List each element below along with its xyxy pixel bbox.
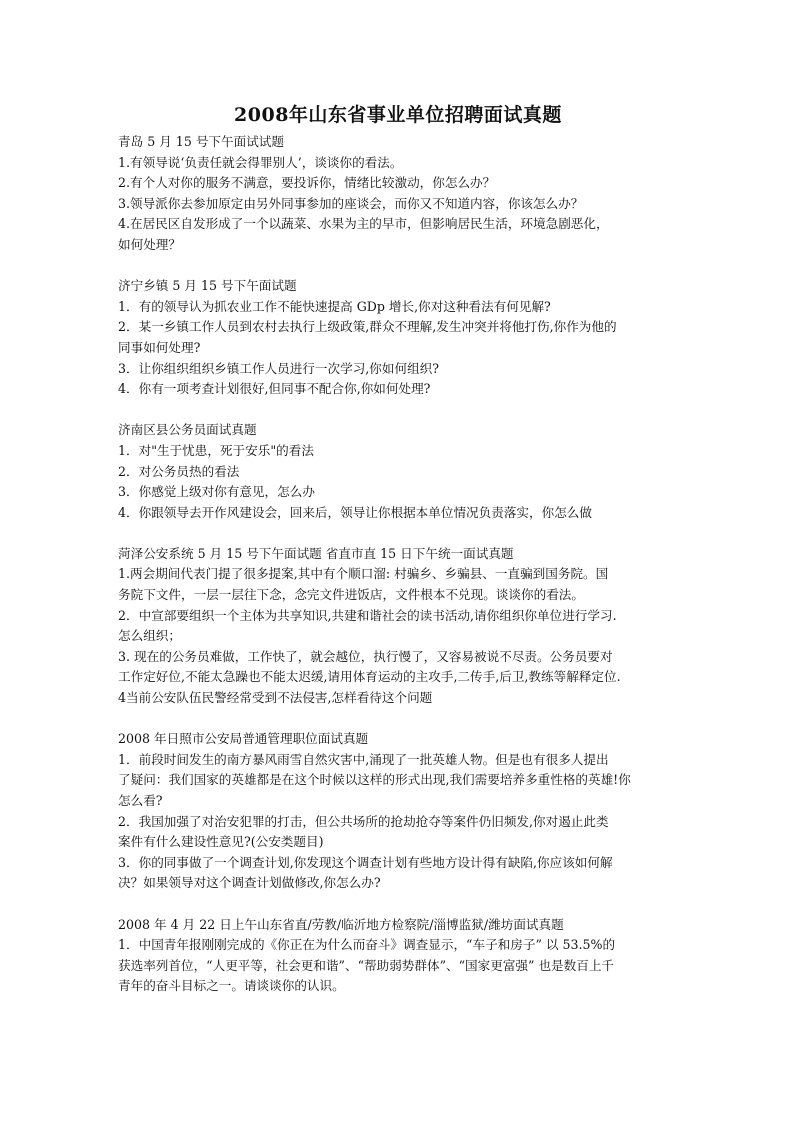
question-section	[118, 544, 678, 709]
question-line: 1．有的领导认为抓农业工作不能快速提高 GDp 增长,你对这种看法有何见解?	[118, 298, 551, 314]
question-line: 1．中国青年报刚刚完成的《你正在为什么而奋斗》调查显示，“车子和房子” 以 53.5%的	[118, 937, 616, 953]
section-heading: 青岛 5 月 15 号下午面试试题	[118, 134, 284, 149]
section-heading: 菏泽公安系统 5 月 15 号下午面试题 省直市直 15 日下午统一面试真题	[118, 545, 514, 561]
question-line: 4．你跟领导去开作风建设会，回来后，领导让你根据本单位情况负责落实，你怎么做	[118, 504, 592, 520]
question-line: 了疑问：我们国家的英雄都是在这个时候以这样的形式出现,我们需要培养多重性格的英雄!你	[118, 772, 631, 788]
question-section	[118, 276, 678, 400]
question-line: 1．对"生于忧患，死于安乐"的看法	[118, 442, 314, 458]
question-line: 2．某一乡镇工作人员到农村去执行上级政策,群众不理解,发生冲突并将他打伤,你作为他的	[118, 319, 617, 335]
question-line: 2．中宣部要组织一个主体为共享知识,共建和谐社会的读书活动,请你组织你单位进行学习.	[118, 607, 617, 623]
section-spacer	[118, 400, 678, 421]
question-line: 4．你有一项考查计划很好,但同事不配合你,你如何处理?	[118, 381, 431, 397]
section-heading: 2008 年 4 月 22 日上午山东省直/劳教/临沂地方检察院/淄博监狱/潍坊面试真题	[118, 916, 564, 932]
document-page	[118, 102, 678, 997]
question-line: 获选率列首位，“人更平等，社会更和谐”、“帮助弱势群体”、“国家更富强” 也是数百上千	[118, 957, 615, 973]
question-line: 工作定好位,不能太急躁也不能太迟缓,请用体育运动的主攻手,二传手,后卫,教练等解释定位.	[118, 669, 621, 685]
section-heading: 济南区县公务员面试真题	[118, 422, 257, 438]
question-line: 1.有领导说‘负责任就会得罪别人’，谈谈你的看法。	[118, 154, 403, 170]
question-section	[118, 915, 678, 997]
section-spacer	[118, 523, 678, 544]
question-line: 青年的奋斗目标之一。请谈谈你的认识。	[118, 978, 345, 994]
question-line: 3．你感觉上级对你有意见，怎么办	[118, 484, 315, 500]
question-line: 怎么组织；	[118, 628, 181, 644]
question-section	[118, 132, 678, 256]
sections-container	[118, 132, 678, 997]
question-line: 4.在居民区自发形成了一个以蔬菜、水果为主的早市，但影响居民生活，环境急剧恶化，	[118, 216, 609, 232]
question-section	[118, 729, 678, 894]
question-line: 3．让你组织组织乡镇工作人员进行一次学习,你如何组织?	[118, 360, 440, 376]
question-line: 1.两会期间代表门提了很多提案,其中有个顺口溜: 村骗乡、乡骗县、一直骗到国务院。国	[118, 566, 609, 582]
question-line: 怎么看?	[118, 793, 163, 808]
question-line: 决？如果领导对这个调查计划做修改,你怎么办?	[118, 875, 381, 891]
question-line: 3．你的同事做了一个调查计划,你发现这个调查计划有些地方设计得有缺陷,你应该如何解	[118, 854, 613, 870]
question-line: 2.有个人对你的服务不满意，要投诉你，情绪比较激动，你怎么办？	[118, 175, 496, 191]
section-spacer	[118, 894, 678, 915]
section-spacer	[118, 256, 678, 277]
question-line: 3.领导派你去参加原定由另外同事参加的座谈会，而你又不知道内容，你该怎么办？	[118, 195, 584, 211]
section-heading: 2008 年日照市公安局普通管理职位面试真题	[118, 731, 369, 747]
question-line: 案件有什么建设性意见?(公安类题目)	[118, 834, 324, 850]
question-line: 如何处理？	[118, 236, 181, 252]
question-section	[118, 420, 678, 523]
question-line: 务院下文件，一层一层往下念，念完文件进饭店，文件根本不兑现。谈谈你的看法。	[118, 587, 584, 603]
question-line: 同事如何处理?	[118, 339, 201, 355]
question-line: 3. 现在的公务员难做，工作快了，就会越位，执行慢了，又容易被说不尽责。公务员要对	[118, 648, 613, 664]
section-heading: 济宁乡镇 5 月 15 号下午面试题	[118, 278, 297, 294]
question-line: 2．对公务员热的看法	[118, 463, 240, 479]
question-line: 2．我国加强了对治安犯罪的打击，但公共场所的抢劫抢夺等案件仍旧频发,你对遏止此类	[118, 813, 609, 829]
document-title: 2008年山东省事业单位招聘面试真题	[234, 104, 562, 126]
section-spacer	[118, 709, 678, 730]
question-line: 1．前段时间发生的南方暴风雨雪自然灾害中,涌现了一批英雄人物。但是也有很多人提出	[118, 751, 609, 767]
question-line: 4当前公安队伍民警经常受到不法侵害,怎样看待这个问题	[118, 690, 433, 706]
